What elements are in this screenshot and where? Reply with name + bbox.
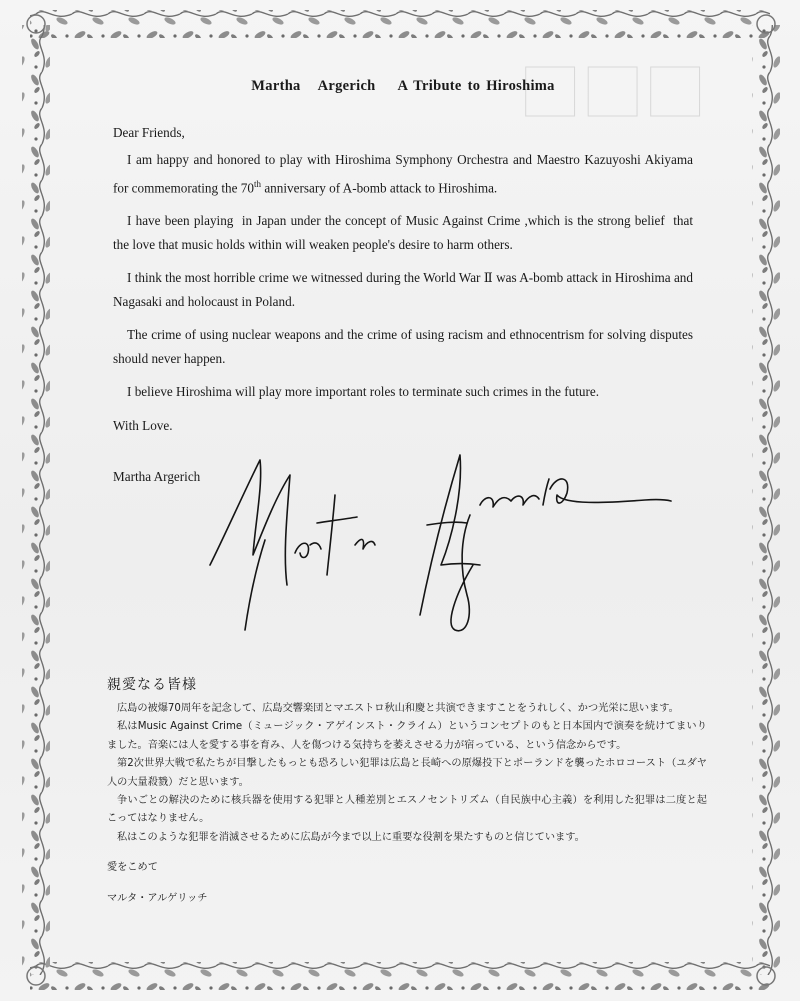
jp-paragraph-2: 私はMusic Against Crime（ミュージック・アゲインスト・クライム）というコンセプトのもと日本国内で演奏を続けてまいりました。音楽には人を愛する事を育み、人を傷つける気持ちを萎えさせる力が宿っている、という信念からです。 <box>107 721 707 751</box>
japanese-letter <box>107 674 707 908</box>
paragraph-1 <box>113 148 693 201</box>
ordinal-suffix: th <box>254 179 262 189</box>
jp-signatory: マルタ・アルゲリッチ <box>107 892 208 904</box>
jp-paragraph-3: 第2次世界大戦で私たちが目撃したもっとも恐ろしい犯罪は広島と長崎への原爆投下とポーランドを襲ったホロコースト（ユダヤ人の大量殺戮）だと思います。 <box>107 758 707 788</box>
jp-paragraph-5: 私はこのような犯罪を消滅させるために広島が今まで以上に重要な役割を果たすものと信じています。 <box>117 831 585 843</box>
signatory-name: Martha Argerich <box>113 468 201 484</box>
background-bleed-through: ■■■ <box>520 55 708 124</box>
closing: With Love. <box>113 418 173 434</box>
paragraph-2: I have been playing in Japan under the concept of Music Against Crime ,which is the strong belief that the love that music holds within will weaken people's desire to harm others. <box>113 212 700 253</box>
letter-title <box>113 78 693 95</box>
salutation: Dear Friends, <box>113 125 185 140</box>
jp-closing: 愛をこめて <box>107 862 158 874</box>
title-subtitle: A Tribute to Hiroshima <box>397 78 555 94</box>
jp-paragraph-1: 広島の被爆70周年を記念して、広島交響楽団とマエストロ秋山和慶と共演できますことをうれしく、かつ光栄に思います。 <box>117 703 679 714</box>
paragraph-1-text-a: I am happy and honored to play with Hiroshima Symphony Orchestra and Maestro Kazuyoshi Akiyama for commemorating the 70 <box>113 151 693 196</box>
jp-paragraph-4: 争いごとの解決のために核兵器を使用する犯罪と人種差別とエスノセントリズム（自民族中心主義）を利用した犯罪は二度と起こってはなりません。 <box>107 795 707 825</box>
paragraph-5: I believe Hiroshima will play more important roles to terminate such crimes in the future. <box>127 383 600 399</box>
jp-salutation: 親愛なる皆様 <box>107 677 197 693</box>
english-letter <box>113 78 700 497</box>
paragraph-4: The crime of using nuclear weapons and the crime of using racism and ethnocentrism for solving disputes should never happen. <box>113 326 693 367</box>
title-name: Martha Argerich <box>251 78 376 94</box>
handwritten-signature <box>205 445 675 645</box>
paragraph-3: I think the most horrible crime we witnessed during the World War Ⅱ was A-bomb attack in Hiroshima and Nagasaki and holocaust in Poland. <box>113 269 693 310</box>
paragraph-1-text-b: anniversary of A-bomb attack to Hiroshima. <box>261 180 498 196</box>
